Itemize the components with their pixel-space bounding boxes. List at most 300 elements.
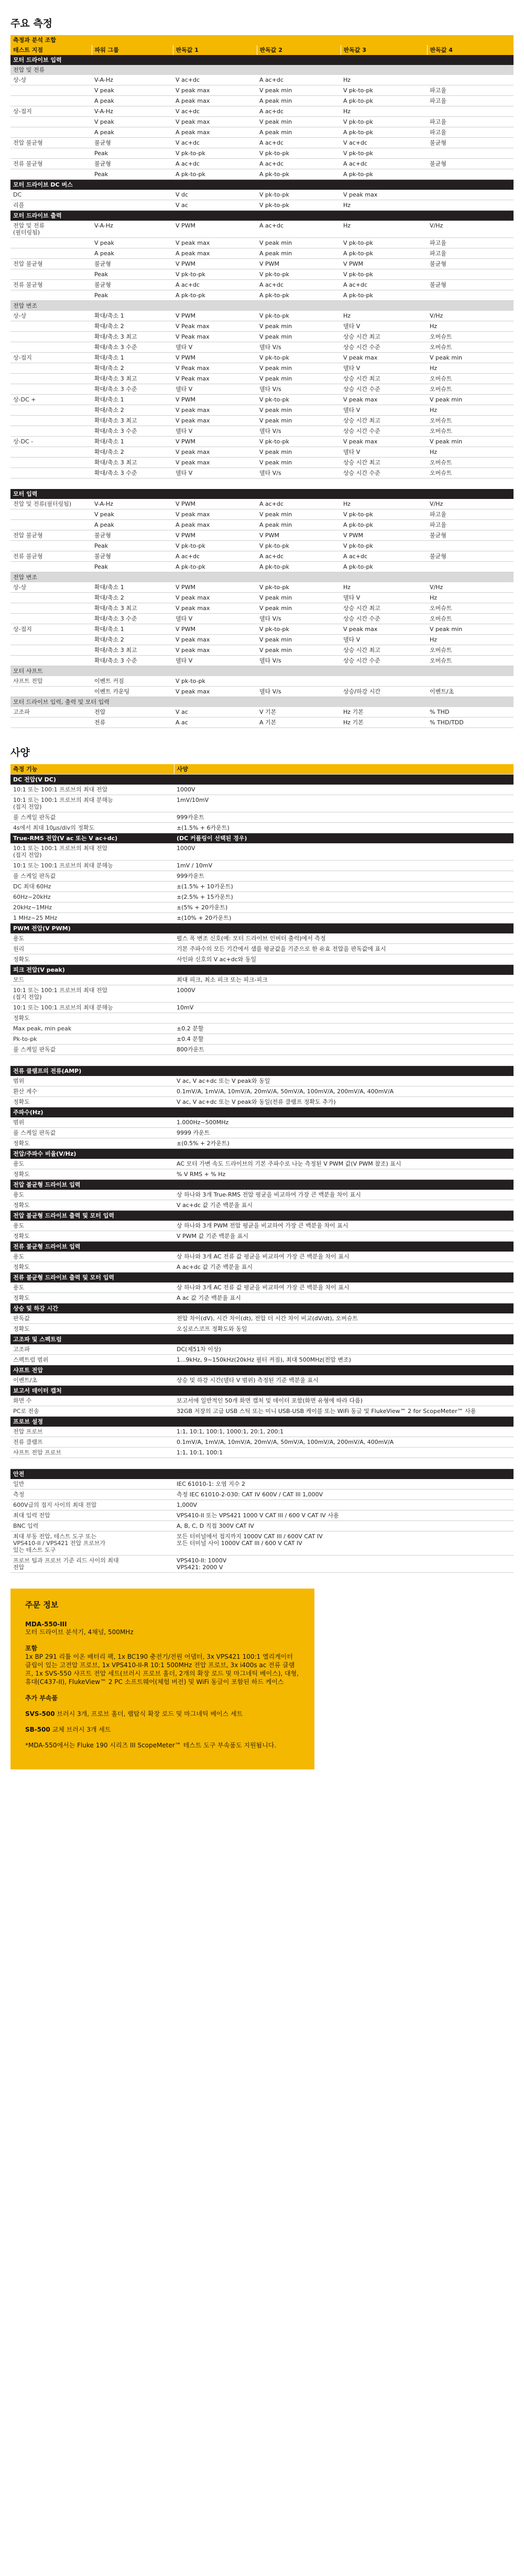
table-row [10, 812, 514, 823]
order-block-text: 교체 브러시 3개 세트 [50, 1726, 111, 1733]
table-cell: V dc [173, 190, 257, 200]
table-cell: 1000V [174, 785, 514, 795]
table-cell [92, 190, 173, 200]
spacer-cell [10, 1055, 514, 1066]
table-cell: V pk-to-pk [257, 190, 341, 200]
table-cell: V/Hz [427, 499, 514, 509]
table-row [10, 106, 514, 117]
table-cell: 전류 [92, 718, 173, 728]
table-cell: A ac [173, 718, 257, 728]
table-cell: 불균형 [427, 551, 514, 562]
table-cell: 상-상 [10, 75, 92, 85]
subsection-header-row [10, 65, 514, 75]
table-row [10, 169, 514, 180]
table-cell: V peak min [257, 603, 341, 614]
table-cell: 델타 V [341, 363, 427, 374]
table-cell [10, 96, 92, 106]
table-cell: 이벤트/초 [427, 687, 514, 697]
table-cell: V-A-Hz [92, 75, 173, 85]
table-cell [10, 405, 92, 416]
subsection-title: 모터 드라이브 입력, 출력 및 모터 입력 [10, 697, 514, 708]
table-cell: 정확도 [10, 1231, 174, 1242]
table-cell: 전압 차이(dV), 시간 차이(dt), 전압 더 시간 차이 비교(dV/dt), 오버슈트 [174, 1313, 514, 1324]
table-cell: 오버슈트 [427, 603, 514, 614]
table-cell: V peak [92, 238, 173, 248]
table-cell [10, 321, 92, 332]
table-cell: Peak [92, 169, 173, 180]
section-title: 샤프트 전압 [10, 1365, 514, 1376]
table-cell [10, 426, 92, 437]
section-header-row [10, 1386, 514, 1396]
table-row [10, 823, 514, 833]
order-block [25, 1725, 300, 1734]
table-cell: V peak min [257, 374, 341, 384]
table-row [10, 509, 514, 520]
table-cell: 10mV [174, 1003, 514, 1013]
table-cell: 이벤트/초 [10, 1375, 174, 1386]
table-cell: 오버슈트 [427, 645, 514, 656]
table-row [10, 985, 514, 1003]
table-cell: 델타 V/s [257, 656, 341, 666]
table-cell: 600V급의 접지 사이의 최대 전압 [10, 1500, 174, 1510]
table-cell: V peak max [341, 395, 427, 405]
table-cell: V peak [92, 509, 173, 520]
table-cell: 전류 클램프 [10, 1437, 174, 1448]
table-cell: 풀 스케일 판독값 [10, 1045, 174, 1055]
column-header: 판독값 1 [173, 45, 257, 55]
table-cell: AC 모터 가변 속도 드라이브의 기본 주파수로 나눈 측정된 V PWM 값(V PWM 참조) 표시 [174, 1159, 514, 1169]
table-cell: V peak max [173, 85, 257, 96]
table-row [10, 562, 514, 572]
table-cell: 확대/축소 3 최고 [92, 332, 173, 342]
table-cell [10, 374, 92, 384]
table-cell: A ac+dc 값 기준 백분율 표시 [174, 1262, 514, 1273]
table-cell: A peak min [257, 96, 341, 106]
table-cell: 전압 불균형 [10, 530, 92, 541]
table-cell: V ac, V ac+dc 또는 V peak와 동일(전류 클램프 정확도 추가) [174, 1097, 514, 1107]
table-cell: 용도 [10, 933, 174, 944]
table-cell: 최대 입력 전압 [10, 1510, 174, 1521]
table-cell: V peak min [427, 624, 514, 635]
table-row [10, 468, 514, 479]
table-cell: V 기본 [257, 707, 341, 718]
table-cell: ±0.2 분할 [174, 1024, 514, 1034]
table-cell: A ac+dc [341, 280, 427, 290]
table-cell: 상-접지 [10, 624, 92, 635]
table-cell: 1 MHz~25 MHz [10, 913, 174, 923]
table-cell: V pk-to-pk [257, 269, 341, 280]
table-row [10, 1097, 514, 1107]
specifications-table [10, 764, 514, 1573]
order-block [25, 1741, 300, 1749]
table-cell: 상-접지 [10, 353, 92, 363]
table-row [10, 238, 514, 248]
table-cell [427, 541, 514, 551]
table-cell: V PWM [173, 624, 257, 635]
table-row [10, 269, 514, 280]
table-cell: 확대/축소 1 [92, 437, 173, 447]
table-cell: A pk-to-pk [257, 562, 341, 572]
table-cell: 전압 불균형 [10, 138, 92, 148]
table-cell [10, 541, 92, 551]
table-cell: 999카운트 [174, 871, 514, 882]
table-cell: ±(10% + 20카운트) [174, 913, 514, 923]
section-title: PWM 전압(V PWM) [10, 923, 514, 934]
table-cell: 오버슈트 [427, 656, 514, 666]
table-cell: ±(2.5% + 15카운트) [174, 892, 514, 903]
table-row [10, 221, 514, 238]
table-row [10, 384, 514, 395]
table-cell: 오버슈트 [427, 426, 514, 437]
table-cell: Hz [427, 447, 514, 458]
table-cell: 1:1, 10:1, 100:1 [174, 1448, 514, 1458]
table-cell: A ac+dc [257, 280, 341, 290]
order-block-text: *MDA-550에서는 Fluke 190 시리즈 III ScopeMeter™ 테스트 도구 부속품도 지원됩니다. [25, 1742, 277, 1749]
table-cell: V/Hz [427, 221, 514, 238]
table-cell: 확대/축소 3 최고 [92, 645, 173, 656]
table-cell: A peak [92, 520, 173, 530]
table-cell: 확대/축소 3 최고 [92, 374, 173, 384]
table-cell: V PWM [257, 259, 341, 269]
table-cell: 확대/축소 3 수준 [92, 426, 173, 437]
table-cell: A peak min [257, 248, 341, 259]
table-cell [10, 363, 92, 374]
table-cell: 상-DC - [10, 437, 92, 447]
table-cell: A ac 값 기준 백분율 표시 [174, 1293, 514, 1303]
table-cell: Hz [341, 75, 427, 85]
table-cell: 상승/하강 시간 [341, 687, 427, 697]
section-title: 모터 드라이브 DC 버스 [10, 180, 514, 190]
table-cell: 델타 V/s [257, 614, 341, 624]
table-cell: 확대/축소 3 수준 [92, 468, 173, 479]
table-cell: 상승 시간 수준 [341, 468, 427, 479]
table-row [10, 1231, 514, 1242]
table-cell: A peak max [173, 248, 257, 259]
table-row [10, 437, 514, 447]
table-cell: A 기본 [257, 718, 341, 728]
table-row [10, 1221, 514, 1231]
table-cell: 화면 수 [10, 1396, 174, 1406]
table-cell: 불균형 [92, 530, 173, 541]
table-cell: V peak max [341, 190, 427, 200]
column-header: 파워 그룹 [92, 45, 173, 55]
table-row [10, 1128, 514, 1138]
table-cell: 파고율 [427, 520, 514, 530]
table-cell: V peak max [341, 353, 427, 363]
table-row [10, 520, 514, 530]
table-row [10, 1313, 514, 1324]
table-cell: 파고율 [427, 248, 514, 259]
table-cell: 판독값 [10, 1313, 174, 1324]
specifications-heading: 사양 [10, 747, 30, 758]
table-cell: V pk-to-pk [341, 269, 427, 280]
order-block [25, 1693, 300, 1702]
table-cell: V PWM [341, 530, 427, 541]
measurements-heading: 주요 측정 [10, 18, 53, 29]
table-cell: V pk-to-pk [257, 437, 341, 447]
section-title: 전류 불균형 드라이브 입력 [10, 1242, 514, 1252]
table-cell: 확대/축소 2 [92, 593, 173, 603]
table-cell: A pk-to-pk [173, 169, 257, 180]
table-row [10, 635, 514, 645]
table-cell: A ac+dc [257, 551, 341, 562]
table-cell: 오실로스코프 정확도와 동일 [174, 1324, 514, 1334]
table-cell: 확대/축소 3 최고 [92, 603, 173, 614]
table-cell: 상승 시간 수준 [341, 656, 427, 666]
table-row [10, 1169, 514, 1180]
table-row [10, 551, 514, 562]
table-cell: V-A-Hz [92, 499, 173, 509]
table-cell: V Peak max [173, 332, 257, 342]
table-cell: 1mV / 10mV [174, 861, 514, 871]
table-cell: 상승 시간 수준 [341, 426, 427, 437]
table-cell [10, 656, 92, 666]
table-row [10, 1293, 514, 1303]
table-cell: V peak min [427, 437, 514, 447]
table-cell [341, 676, 427, 687]
table-cell [427, 106, 514, 117]
table-cell [427, 290, 514, 301]
column-header: 판독값 4 [427, 45, 514, 55]
table-cell: 0.1mV/A, 1mV/A, 10mV/A, 20mV/A, 50mV/A, 100mV/A, 200mV/A, 400mV/A [174, 1437, 514, 1448]
table-cell [10, 603, 92, 614]
table-row [10, 1324, 514, 1334]
table-cell: 정확도 [10, 1293, 174, 1303]
table-cell: 확대/축소 2 [92, 635, 173, 645]
section-title: 보고서 데이터 캡처 [10, 1386, 514, 1396]
table-row [10, 975, 514, 985]
table-cell: 상-접지 [10, 106, 92, 117]
table-cell: A ac+dc [257, 499, 341, 509]
table-cell: 모드 [10, 975, 174, 985]
table-cell: 오버슈트 [427, 384, 514, 395]
table-cell: 원리 [10, 944, 174, 954]
table-cell: V peak max [341, 437, 427, 447]
table-cell [10, 416, 92, 426]
table-row [10, 458, 514, 468]
table-cell: 기본 주파수의 모든 기간에서 샘플 평균값을 기준으로 한 유효 전압을 판독값에 표시 [174, 944, 514, 954]
table-row [10, 707, 514, 718]
table-cell: 범위 [10, 1076, 174, 1086]
table-cell: 20kHz~1MHz [10, 903, 174, 913]
table-cell: A ac+dc [173, 551, 257, 562]
table-cell: V peak max [173, 458, 257, 468]
table-cell [10, 509, 92, 520]
table-cell [10, 117, 92, 127]
table-cell: 확대/축소 3 수준 [92, 656, 173, 666]
table-cell: 델타 V [341, 593, 427, 603]
table-cell: 불균형 [92, 551, 173, 562]
table-row [10, 311, 514, 321]
order-block-heading: SVS-500 [25, 1710, 55, 1718]
table-cell: A pk-to-pk [173, 290, 257, 301]
table-cell: V peak min [257, 635, 341, 645]
table-row [10, 1479, 514, 1490]
table-cell: DC 최대 60Hz [10, 882, 174, 892]
table-row [10, 200, 514, 211]
table-row [10, 1427, 514, 1437]
table-cell: 불균형 [92, 280, 173, 290]
section-title: 전압 불균형 드라이브 출력 및 모터 입력 [10, 1211, 514, 1221]
table-cell: 1mV/10mV [174, 795, 514, 812]
table-row [10, 593, 514, 603]
table-cell: 사인파 신호의 V ac+dc와 동일 [174, 954, 514, 965]
table-cell [10, 148, 92, 159]
table-row [10, 1500, 514, 1510]
table-cell: V/Hz [427, 582, 514, 593]
table-cell: 상승 시간 수준 [341, 384, 427, 395]
table-row [10, 96, 514, 106]
table-cell: V pk-to-pk [173, 148, 257, 159]
order-info-box [10, 1589, 314, 1769]
table-cell: 상승 시간 최고 [341, 458, 427, 468]
table-row [10, 75, 514, 85]
table-cell: V peak min [427, 395, 514, 405]
section-header-row [10, 923, 514, 934]
table-cell: 상승 시간 최고 [341, 374, 427, 384]
table-row [10, 582, 514, 593]
table-cell: V-A-Hz [92, 221, 173, 238]
table-row [10, 342, 514, 353]
table-cell: 확대/축소 3 수준 [92, 384, 173, 395]
table-cell: 1...9kHz, 9~150kHz(20kHz 필터 켜짐), 최대 500MHz(전압 변조) [174, 1355, 514, 1365]
table-cell: A peak max [173, 96, 257, 106]
table-cell: A, B, C, D 직접 300V CAT IV [174, 1521, 514, 1531]
table-cell: 확대/축소 1 [92, 582, 173, 593]
table-cell: 환산 계수 [10, 1086, 174, 1097]
table-cell: 용도 [10, 1282, 174, 1293]
table-cell: % THD/TDD [427, 718, 514, 728]
table-row [10, 1117, 514, 1128]
subsection-title: 전압 및 전류 [10, 65, 514, 75]
table-cell: 델타 V/s [257, 687, 341, 697]
table-cell: V pk-to-pk [257, 148, 341, 159]
table-cell: 오버슈트 [427, 374, 514, 384]
table-row [10, 954, 514, 965]
table-cell: 확대/축소 1 [92, 395, 173, 405]
table-row [10, 499, 514, 509]
table-cell: 오버슈트 [427, 416, 514, 426]
table-cell [10, 468, 92, 479]
table-cell: Hz [341, 499, 427, 509]
table-row [10, 1510, 514, 1521]
table-cell: 999카운트 [174, 812, 514, 823]
table-row [10, 1159, 514, 1169]
table-cell: A peak max [173, 127, 257, 138]
table-row [10, 1024, 514, 1034]
subsection-title: 전압 변조 [10, 572, 514, 583]
table-cell: 풀 스케일 판독값 [10, 1128, 174, 1138]
column-header: 측정 기능 [10, 764, 174, 775]
table-cell: V peak min [257, 447, 341, 458]
table-cell [427, 269, 514, 280]
table-cell: 전압 [92, 707, 173, 718]
table-cell: V peak min [257, 321, 341, 332]
column-header-row [10, 45, 514, 55]
table-cell: V PWM [173, 395, 257, 405]
table-cell: 델타 V [173, 656, 257, 666]
column-header-row [10, 764, 514, 775]
table-cell: PC로 전송 [10, 1406, 174, 1417]
section-title: 상승 및 하강 시간 [10, 1303, 514, 1314]
order-block-text: 1x BP 291 리튬 이온 배터리 팩, 1x BC190 충전기/전원 어댑터, 3x VPS421 100:1 엘리게이터 클립이 있는 고전압 프로브, 1x VPS410-II-R 10:1 500MHz 전압 프로브, 3x i400s ac 전류 클램프, 1x SVS-550 샤프트 전압 세트(브러시 프로브 홀더, 2개의 확장 로드 및 마그네틱 베이스), 대형, 휴대(C437-II), FlukeView™ 2 PC 소프트웨어(체험 버전) 및 WiFi 동글이 포함된 하드 케이스 [25, 1653, 299, 1686]
table-cell: 상승 시간 최고 [341, 645, 427, 656]
table-cell: ±0.4 분할 [174, 1034, 514, 1045]
table-cell: ±(5% + 20카운트) [174, 903, 514, 913]
table-cell: 전압 및 전류 (필터링됨) [10, 221, 92, 238]
table-cell: V Peak max [173, 374, 257, 384]
table-cell: ±(0.5% + 2카운트) [174, 1138, 514, 1149]
table-cell: 측정 [10, 1490, 174, 1500]
section-header-row [10, 775, 514, 785]
table-cell [10, 269, 92, 280]
section-header-row [10, 965, 514, 975]
table-cell [10, 520, 92, 530]
order-block-heading: 포함 [25, 1645, 38, 1652]
table-cell [10, 593, 92, 603]
table-cell [257, 676, 341, 687]
table-cell: 일반 [10, 1479, 174, 1490]
table-cell: V peak min [257, 593, 341, 603]
table-cell: 용도 [10, 1221, 174, 1231]
table-cell: 풀 스케일 판독값 [10, 812, 174, 823]
table-row [10, 127, 514, 138]
table-cell [427, 169, 514, 180]
table-cell: V ac [173, 707, 257, 718]
table-cell [10, 248, 92, 259]
section-title: 고조파 및 스펙트럼 [10, 1334, 514, 1345]
table-cell: 보고서에 일반적인 50개 화면 캡처 및 데이터 포함(화면 유형에 따라 다름) [174, 1396, 514, 1406]
table-cell [10, 447, 92, 458]
table-cell [10, 645, 92, 656]
table-row [10, 933, 514, 944]
section-header-row [10, 489, 514, 499]
table-cell: V peak min [257, 117, 341, 127]
table-cell: V ac+dc [173, 138, 257, 148]
table-row [10, 843, 514, 861]
table-cell: V pk-to-pk [341, 238, 427, 248]
table-cell: V peak max [173, 117, 257, 127]
table-cell: V pk-to-pk [341, 117, 427, 127]
order-block-heading: SB-500 [25, 1726, 50, 1733]
table-row [10, 1355, 514, 1365]
table-row [10, 1034, 514, 1045]
table-cell: 샤프트 전압 [10, 676, 92, 687]
table-row [10, 85, 514, 96]
table-row [10, 363, 514, 374]
table-cell: 전류 불균형 [10, 280, 92, 290]
table-row [10, 1531, 514, 1556]
table-row [10, 1344, 514, 1355]
table-cell: 10:1 또는 100:1 프로브의 최대 전압 [10, 785, 174, 795]
table-cell: V peak [92, 85, 173, 96]
table-cell: A peak [92, 96, 173, 106]
table-cell: V pk-to-pk [341, 148, 427, 159]
table-row [10, 1262, 514, 1273]
table-row [10, 541, 514, 551]
table-row [10, 190, 514, 200]
table-cell: V peak max [173, 509, 257, 520]
table-cell: 델타 V [173, 614, 257, 624]
table-cell: V PWM [173, 311, 257, 321]
table-title-row [10, 35, 514, 45]
table-cell: 델타 V [173, 468, 257, 479]
table-cell: V peak min [257, 416, 341, 426]
table-cell: ±(1.5% + 6카운트) [174, 823, 514, 833]
section-title: 주파수(Hz) [10, 1107, 514, 1118]
table-cell [10, 290, 92, 301]
table-cell: 불균형 [427, 259, 514, 269]
